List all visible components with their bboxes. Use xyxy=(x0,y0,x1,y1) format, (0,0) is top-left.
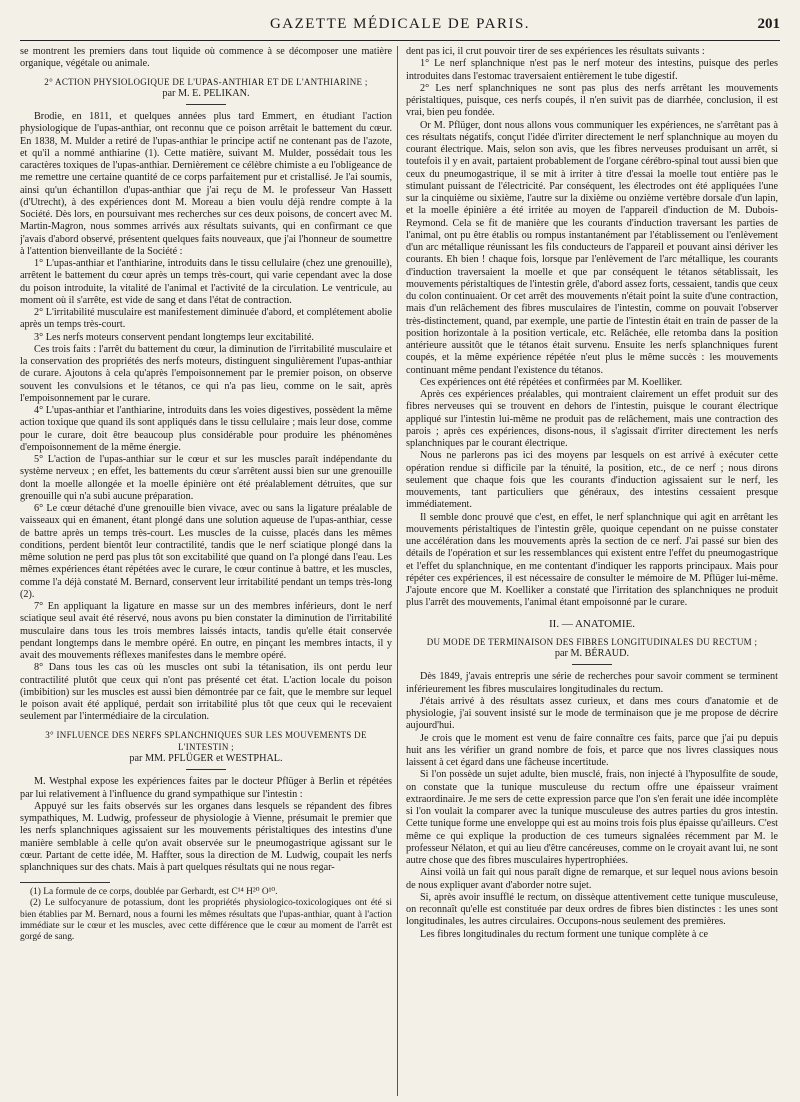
paragraph: 5° L'action de l'upas-anthiar sur le cœur et sur les muscles paraît indépendante du système nerveux ; en effet, les battements du cœur s'arrêtent aussi bien sur une grenouille dont la moelle allongée et la moelle épinière ont été préalablement détruites, que sur grenouille qui n'a subi aucune préparation. xyxy=(20,454,392,502)
right-column xyxy=(406,46,778,1096)
divider xyxy=(186,104,226,105)
paragraph: Or M. Pflüger, dont nous allons vous communiquer les expériences, ne s'arrêtant pas à ces résultats négatifs, conçut l'idée d'irriter directement le nerf splanchnique au moyen du courant électrique. Mais, selon son avis, que les fibres nerveuses produisant un arrêt, si toutefois il y en avait, partaient probablement de l'organe cérébro-spinal tout aussi bien que ceux du pneumogastrique, il se mit à irriter à titre d'essai la moelle tout entière pas le stimulant puissant de l'électricité. Par conséquent, les électrodes ont été appliquées l'une sur la cinquième ou sixième, l'autre sur la dixième ou onzième vertèbre dorsale d'un lapin, et la moelle épinière a été irritée au moyen de l'appareil d'induction de M. Dubois-Reymond. Cela se fit de manière que les courants d'induction traversant les parties de l'animal, ont pu être établis ou rompus instantanément par l'établissement ou l'enlèvement d'un arc métallique réunissant les fils conducteurs de l'appareil et pouvant ainsi dériver les courants. Eh bien ! chaque fois, lorsque par l'enlèvement de l'arc métallique, les courants d'induction traversaient la moelle et que par conséquent le tétanos sétablissait, les mouvements péristaltiques de l'intestin grêle, d'abord assez forts, cessaient, tandis que ceux du colon continuaient. Or cet arrêt des mouvements n'était point la suite d'une contraction, mais d'un relâchement des fibres musculaires de l'intestin, comme on pouvait l'observer très-distinctement, quand, par exemple, une partie de l'intestin était en train de passer de la position horizontale à la position verticale, etc. Relâchée, elle retomba dans la position antérieure aussitôt que le tétanos était survenu. Ensuite les nerfs splanchniques furent coupés, et la même expérience répétée n'eut plus le même succès : les mouvements continuant même pendant l'existence du tétanos. xyxy=(406,119,778,376)
paragraph: Si l'on possède un sujet adulte, bien musclé, frais, non injecté à l'hyposulfite de soude, on constate que la tunique musculeuse du rectum offre une épaisseur vraiment extraordinaire. Je me sers de cette expression parce que l'on s'en ferait une idée incomplète si l'on voulait la comparer avec la tunique musculeuse des autres parties du gros intestin. Cette tunique forme une enveloppe qui est au moins trois fois plus épaisse qu'ailleurs. C'est même ce qui explique la production de ces tumeurs signalées récemment par M. le professeur Nélaton, et qui au lieu d'être cancéreuses, comme on le croyait avant lui, ne sont autre chose que des fibres musculaires hypertrophiées. xyxy=(406,769,778,866)
footnote: (1) La formule de ce corps, doublée par Gerhardt, est C¹⁴ H²⁰ O¹⁰. xyxy=(30,887,278,898)
paragraph: Ainsi voilà un fait qui nous paraît digne de remarque, et sur lequel nous avions besoin de nous expliquer avant d'aborder notre sujet. xyxy=(406,867,778,891)
paragraph: Si, après avoir insufflé le rectum, on dissèque attentivement cette tunique musculeuse, on reconnaît qu'elle est constituée par deux ordres de fibres bien distinctes : les unes sont longitudinales, les autres circulaires. Occupons-nous seulement des premières. xyxy=(406,891,778,928)
paragraph: 2° L'irritabilité musculaire est manifestement diminuée d'abord, et complétement abolie après un temps très-court. xyxy=(20,307,392,331)
section-author: par MM. PFLÜGER et WESTPHAL. xyxy=(129,753,283,764)
paragraph: J'étais arrivé à des résultats assez curieux, et dans mes cours d'anatomie et de physiologie, j'ai souvent insisté sur le mode de terminaison que je me propose de décrire aujourd'hui. xyxy=(406,695,778,732)
paragraph: 2° Les nerf splanchniques ne sont pas plus des nerfs arrêtant les mouvements péristaltiques, puisque, ces nerfs coupés, il n'en suivit pas de diarrhée, conclusion, il est vrai, bien peu fondée. xyxy=(406,82,778,119)
paragraph: 1° Le nerf splanchnique n'est pas le nerf moteur des intestins, puisque des perles introduites dans l'estomac traversaient entièrement le tube digestif. xyxy=(406,58,778,82)
column-divider xyxy=(397,46,398,1096)
paragraph: Je crois que le moment est venu de faire connaître ces faits, parce que j'ai pu depuis huit ans les vérifier un grand nombre de fois, et parce que nos livres classiques nous laissent à cet égard dans une fâcheuse incertitude. xyxy=(406,732,778,768)
section-heading: II. — ANATOMIE. xyxy=(549,617,635,630)
paragraph: M. Westphal expose les expériences faites par le docteur Pflüger à Berlin et répétées par lui relativement à l'influence du grand sympathique sur l'intestin : xyxy=(20,776,392,800)
journal-title: GAZETTE MÉDICALE DE PARIS. xyxy=(269,16,531,32)
left-column xyxy=(20,46,392,1096)
page-header xyxy=(20,14,780,41)
section-title: 2° ACTION PHYSIOLOGIQUE DE L'UPAS-ANTHIAR ET DE L'ANTHIARINE ; xyxy=(44,76,368,87)
paragraph: Ces expériences ont été répétées et confirmées par M. Koelliker. xyxy=(420,376,683,388)
paragraph: 3° Les nerfs moteurs conservent pendant longtemps leur excitabilité. xyxy=(34,331,314,343)
paragraph: 1° L'upas-anthiar et l'anthiarine, introduits dans le tissu cellulaire (chez une grenouille), arrêtent le battement du cœur après un temps très-court, qui varie cependant avec la dose du poison introduite, la vitalité de l'animal et l'activité de la circulation. Le ventricule, au moment où il s'arrête, est vide de sang et dans l'état de contraction. xyxy=(20,258,392,306)
page-number: 201 xyxy=(757,16,780,32)
paragraph: Brodie, en 1811, et quelques années plus tard Emmert, en étudiant l'action physiologique de l'upas-anthiar, ont reconnu que ce poison arrêtait le battement du cœur. En 1838, M. Mulder a retiré de l'upas-anthiar le principe actif ne contenant pas de l'azote, et qu'il a nommé anthiarine (1). Cette matière, suivant M. Mulder, possédait tous les caractères toxiques de l'upas-anthiar. Dernièrement ce célèbre chimiste a eu l'obligeance de me remettre une certaine quantité de ce corps parfaitement pur et cristallisé. Je l'ai soumis, ainsi qu'un échantillon d'upas-anthiar que j'ai reçu de M. le professeur Van Hassett (d'Utrecht), à des expériences dont M. Moreau a bien voulu déjà rendre compte à la Société. Dès lors, en poursuivant mes recherches sur ces deux poisons, de concert avec M. Martin-Magron, nous sommes arrivés aux résultats suivants, qui en confirmant ce que j'avais d'abord observé, présentent quelques faits nouveaux, que j'ai l'honneur de soumettre à l'attention bienveillante de la Société : xyxy=(20,111,392,257)
section-author: par M. E. PELIKAN. xyxy=(162,87,250,99)
paragraph: 7° En appliquant la ligature en masse sur un des membres inférieurs, dont le nerf sciatique seul avait été réservé, nous avons pu bien constater la diminution de l'irritabilité musculaire dans tous les trois membres laissés intacts, tandis qu'elle était conservée pendant longtemps dans le membre opéré. En outre, en pinçant les membres intacts, il y avait des mouvements réflexes manifestes dans le membre opéré. xyxy=(20,601,392,661)
paragraph: se montrent les premiers dans tout liquide où commence à se décomposer une matière organique, végétale ou animale. xyxy=(20,46,392,70)
paragraph: dent pas ici, il crut pouvoir tirer de ses expériences les résultats suivants : xyxy=(406,46,705,57)
paragraph: 8° Dans tous les cas où les muscles ont subi la tétanisation, ils ont perdu leur contractilité plutôt que ceux qui n'ont pas présenté cet état. L'action locale du poison (imbibition) sur les muscles est aussi bien démontrée par ce fait, que le membre sur lequel le poison avait été appliqué, perdait son irritabilité plus tôt que ceux qui le recevaient seulement par l'intermédiaire de la circulation. xyxy=(20,662,392,723)
article-author: par M. BÉRAUD. xyxy=(554,648,630,659)
paragraph: Dès 1849, j'avais entrepris une série de recherches pour savoir comment se terminent inférieurement les fibres musculaires longitudinales du rectum. xyxy=(406,671,778,695)
footnote: (2) Le sulfocyanure de potassium, dont les propriétés physiologico-toxicologiques ont été si bien établies par M. Bernard, nous a fourni les mêmes résultats que l'upas-anthiar, quant à l'action immédiate sur le cœur et les muscles, avec cette différence que le cœur au moment de l'arrêt est gorgé de sang. xyxy=(20,898,392,943)
paragraph: Il semble donc prouvé que c'est, en effet, le nerf splanchnique qui agit en arrêtant les mouvements péristaltiques de l'intestin grêle, quoique cependant on ne puisse constater une accélération dans les mouvements après la section de ce nerf. J'ai passé sur bien des détails de l'opération et sur les ressemblances qui existent entre l'effet du pneumogastrique et l'effet du splanchnique, en me contentant d'indiquer les rapports principaux. Mais pour répéter ces expériences, il est nécessaire de consulter le mémoire de M. Pflüger lui-même. J'ajoute encore que M. Koelliker a constaté que l'irritation des splanchniques ne produit plus l'arrêt des mouvements, l'animal étant empoisonné par le curare. xyxy=(406,511,778,609)
footnote-divider xyxy=(20,882,110,883)
paragraph: Appuyé sur les faits observés sur les organes dans lesquels se répandent des fibres sympathiques, M. Ludwig, professeur de physiologie à Vienne, présumait le premier que les nerfs splanchniques agissaient sur les mouvements péristaltiques des intestins d'une manière semblable à celle qu'on avait observée sur le pneumogastrique agissant sur le cœur. Partant de cette idée, M. Haffter, sous la direction de M. Ludwig, coupait les nerfs splanchniques sur des chats. Mais à part quelques résultats qui ne nous regar- xyxy=(20,800,392,873)
section-title: 3° INFLUENCE DES NERFS SPLANCHNIQUES SUR LES MOUVEMENTS DE L'INTESTIN ; xyxy=(45,729,367,752)
paragraph: Ces trois faits : l'arrêt du battement du cœur, la diminution de l'irritabilité musculaire et la conservation des propriétés des nerfs moteurs, distinguent singulièrement l'upas-anthiar de curare. Ajoutons à cela qu'après l'empoisonnement par le premier poison, on observe souvent les convulsions et le tétanos, ce qui n'a pas lieu, comme on le sait, après l'empoisonnement par le curare. xyxy=(20,343,392,404)
divider xyxy=(186,769,226,770)
paragraph: 4° L'upas-anthiar et l'anthiarine, introduits dans les voies digestives, possèdent la même action toxique que quand ils sont appliqués dans le tissu cellulaire ; mais leur dose, comme pour le curare, doit être beaucoup plus considérable pour produire les phénomènes d'empoisonnement de la même énergie. xyxy=(20,405,392,453)
paragraph: Nous ne parlerons pas ici des moyens par lesquels on est arrivé à exécuter cette opération rendue si difficile par la ténuité, la position, etc., de ce nerf ; nous dirons seulement que chaque fois que les courants d'induction agissaient sur le nerf, les mouvements, tant particuliers que généraux, des intestins cessaient presque immédiatement. xyxy=(406,450,778,511)
paragraph: 6° Le cœur détaché d'une grenouille bien vivace, avec ou sans la ligature préalable de vaisseaux qui en émanent, étant plongé dans une solution aqueuse de l'upas-anthiar, cesse de battre après un temps très-court. Les muscles de la cuisse, placés dans les mêmes conditions, perdent bientôt leur contractilité, tandis que le nerf sciatique plongé dans la même solution ne perd pas plus tôt son excitabilité que quand on l'a plongé dans l'eau. Les mêmes expériences étant répétées avec le curare, le cœur continue à battre, et les muscles, comme l'a déjà constaté M. Bernard, conservent leur irritabilité pendant un temps très-long (2). xyxy=(20,503,392,600)
paragraph: Après ces expériences préalables, qui montraient clairement un effet produit sur des fibres nerveuses qui se trouvent en dehors de l'intestin, puisque le courant électrique appliqué sur l'intestin lui-même ne produit pas de relâchement, mais une contraction des parois ; après ces expériences, disons-nous, il s'agissait d'irriter directement les nerfs splanchniques par le courant électrique. xyxy=(406,389,778,449)
divider xyxy=(572,664,612,665)
article-title: DU MODE DE TERMINAISON DES FIBRES LONGITUDINALES DU RECTUM ; xyxy=(426,636,758,647)
paragraph: Les fibres longitudinales du rectum forment une tunique complète à ce xyxy=(420,928,708,940)
